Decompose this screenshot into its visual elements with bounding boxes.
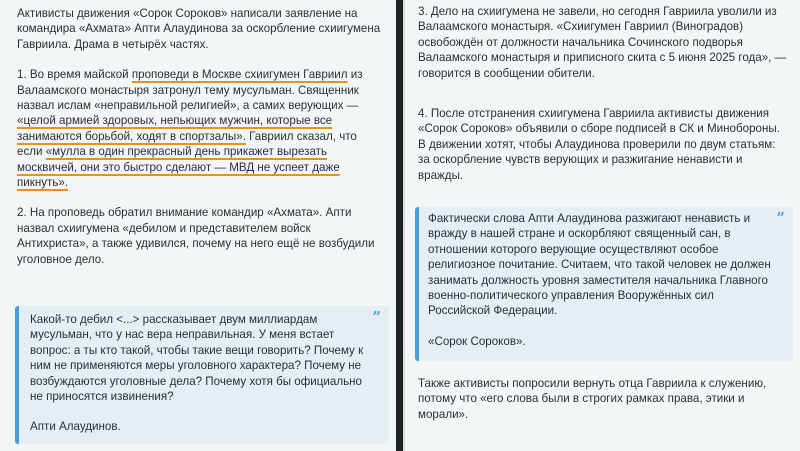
p1-highlight-mulla: «мулла в один прекрасный день прикажет вырезать москвичей, они это быстро сделают — МВД не успеет даже пикнуть». [17, 145, 340, 190]
p1-text-c: Гавриил сказал, что если [17, 129, 357, 159]
paragraph-1 [17, 67, 384, 190]
quote-author: «Сорок Сороков». [428, 334, 526, 348]
p1-text-a: 1. Во время майской [17, 68, 132, 82]
quote-author: Апти Алаудинов. [30, 420, 121, 434]
quote-icon: ” [776, 209, 785, 227]
final-paragraph: Также активисты попросили вернуть отца Гавриила к служению, потому что «его слова были в строгих рамках права, этики и морали». [418, 377, 767, 421]
p1-highlight-sermon: проповеди в Москве схиигумен Гавриил [131, 68, 348, 82]
p1-text-b: из Валаамского монастыря затронул тему мусульман. Священник назвал ислам «неправильной религией», а самих верующих — [17, 68, 363, 113]
quote-text: Фактически слова Апти Алаудинова разжигают ненависть и вражду в нашей стране и оскорбляют священный сан, в отношении которого верующие осуществляют особое религиозное почитание. Считаем, что такой человек не должен занимать должность уровня заместителя начальника Главного военно-политического управления Вооружённых сил Российской Федерации. [428, 212, 771, 318]
intro-paragraph: Активисты движения «Сорок Сороков» написали заявление на командира «Ахмата» Апти Алаудинова за оскорбление схиигумена Гавриила. Драма в четырёх частях. [17, 7, 381, 51]
quote-text: Какой-то дебил <...> рассказывает двум миллиардам мусульман, что у нас вера неправильная. У меня встает вопрос: а ты кто такой, чтобы такие вещи говорить? Почему к ним не применяются меры уголовного характера? Почему не возбуждаются уголовные дела? Почему хотя бы официально не приносятся извинения? [30, 313, 364, 404]
quote-block-sorok-sorokov [415, 207, 793, 361]
quote-block-alaudinov [15, 306, 389, 444]
p1-highlight-army: «целой армией здоровых, непьющих мужчин, которые все занимаются борьбой, ходят в спортзалы». [17, 114, 333, 143]
quote-icon: ” [372, 308, 381, 326]
paragraph-2: 2. На проповедь обратил внимание командир «Ахмата». Апти назвал схиигумена «дебилом и представителем войск Антихриста», а также удивился, почему на него ещё не возбудили уголовное дело. [17, 206, 375, 266]
paragraph-3: 3. Дело на схиигумена не завели, но сегодня Гавриила уволили из Валаамского монастыря. «Схиигумен Гавриил (Виноградов) освобождён от должности начальника Сочинского подворья Валаамского монастыря и приписного скита с 5 июня 2025 года», — говорится в сообщении обители. [418, 5, 787, 80]
paragraph-4: 4. После отстранения схиигумена Гавриила активисты движения «Сорок Сороков» объявили о сборе подписей в СК и Минобороны. В движении хотят, чтобы Алаудинова проверили по двум статьям: за оскорбление чувств верующих и разжигание ненависти и вражды. [418, 107, 780, 182]
